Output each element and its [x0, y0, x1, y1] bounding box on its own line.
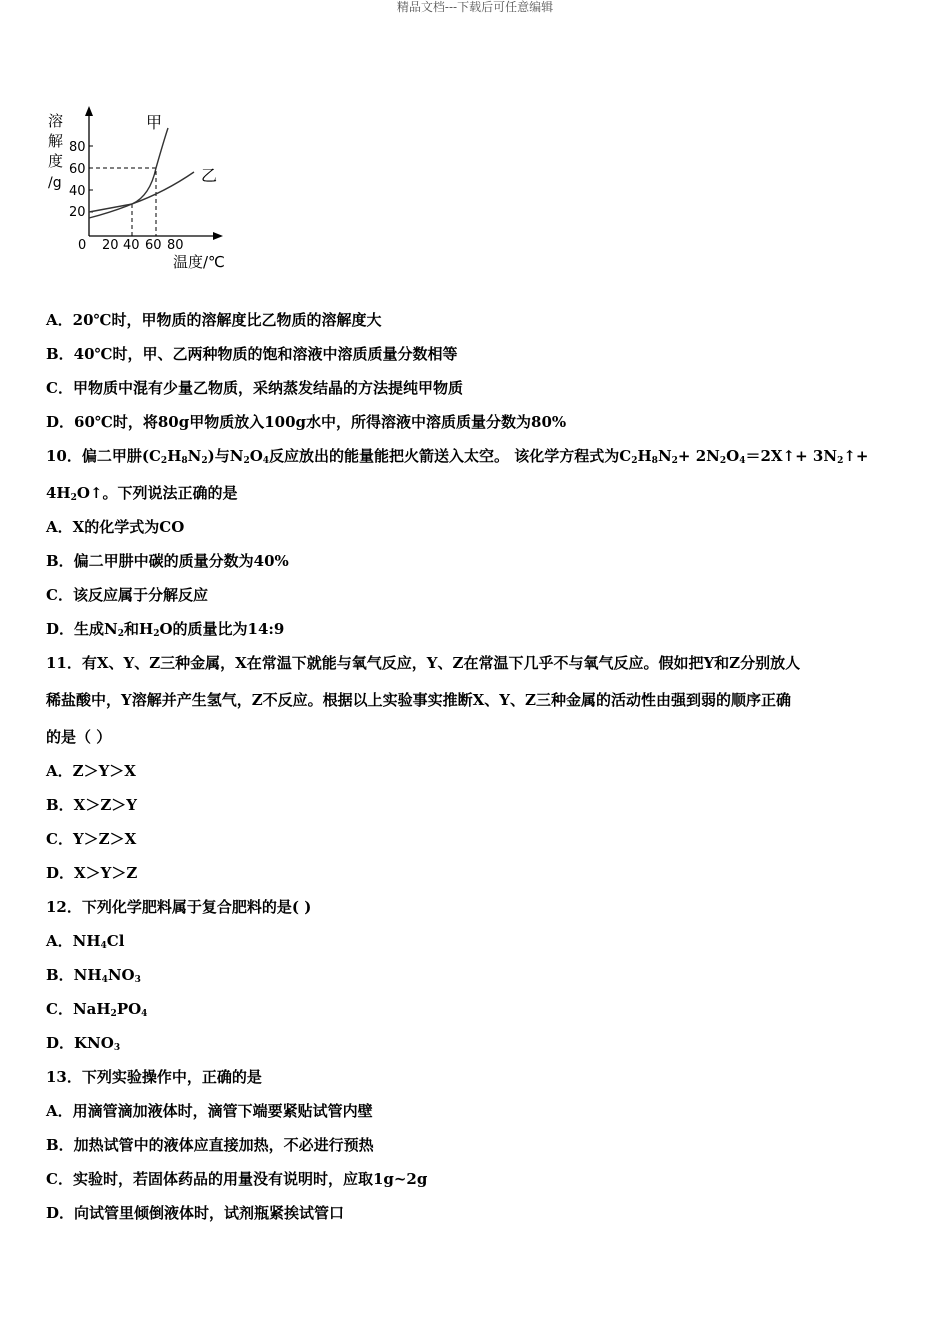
- q11-stem-line3: 的是（ ）: [46, 728, 112, 746]
- question-content: [46, 308, 916, 1235]
- y-tick-label: 60: [69, 162, 86, 177]
- q11-option-c: C．Y＞Z＞X: [46, 830, 137, 848]
- q11-option-d: D．X＞Y＞Z: [46, 864, 138, 882]
- y-label-char: 解: [48, 132, 64, 150]
- q9-option-d: D．60℃时，将80g甲物质放入100g水中，所得溶液中溶质质量分数为80%: [46, 413, 567, 431]
- q10-option-a: A．X的化学式为CO: [46, 518, 185, 536]
- x-tick-label: 40: [123, 238, 140, 253]
- q10-stem-line1: 10．偏二甲肼$(C_2H_8N_2)$与$N_2O_4$反应放出的能量能把火箭送入太空。 该化学方程式为$C_2H_8N_2+$ $2N_2O_4=2X↑+$ $3N_2↑+$: [46, 447, 869, 466]
- q13-option-c: C．实验时，若固体药品的用量没有说明时，应取1g~2g: [46, 1170, 428, 1188]
- q12-stem: 12．下列化学肥料属于复合肥料的是( ): [46, 898, 312, 916]
- q13-option-a: A．用滴管滴加液体时，滴管下端要紧贴试管内壁: [46, 1102, 373, 1120]
- y-axis-arrow: [85, 106, 93, 116]
- y-label-char: 度: [48, 152, 64, 170]
- q10-option-b: B．偏二甲肼中碳的质量分数为40%: [46, 552, 289, 570]
- x-axis-arrow: [213, 232, 223, 240]
- y-tick-label: 80: [69, 140, 86, 155]
- q12-option-d: D．$KNO_3$: [46, 1034, 121, 1053]
- q13-option-b: B．加热试管中的液体应直接加热，不必进行预热: [46, 1136, 374, 1154]
- series-label-yi: 乙: [201, 166, 218, 185]
- q13-stem: 13．下列实验操作中，正确的是: [46, 1068, 262, 1086]
- q9-option-a: A．20℃时，甲物质的溶解度比乙物质的溶解度大: [46, 311, 382, 329]
- q12-option-a: A．$NH_4Cl$: [46, 932, 125, 951]
- q11-stem-line2: 稀盐酸中，Y溶解并产生氢气，Z不反应。根据以上实验事实推断X、Y、Z三种金属的活动性由强到弱的顺序正确: [46, 691, 791, 709]
- solubility-chart: [40, 100, 240, 280]
- x-tick-label: 0: [78, 238, 87, 253]
- q12-option-b: B．$NH_4NO_3$: [46, 966, 141, 985]
- q9-option-b: B．40℃时，甲、乙两种物质的饱和溶液中溶质质量分数相等: [46, 345, 458, 363]
- q10-stem-line2: $4H_2O↑$。下列说法正确的是: [46, 484, 238, 503]
- q11-option-b: B．X＞Z＞Y: [46, 796, 137, 814]
- q10-option-d: D．生成$N_2$和$H_2O$的质量比为14:9: [46, 620, 285, 639]
- q11-stem-line1: 11．有X、Y、Z三种金属，X在常温下就能与氧气反应，Y、Z在常温下几乎不与氧气反应。假如把Y和Z分别放人: [46, 654, 801, 672]
- x-axis-label: 温度/℃: [173, 253, 225, 271]
- series-label-jia: 甲: [146, 113, 163, 132]
- q13-option-d: D．向试管里倾倒液体时，试剂瓶紧挨试管口: [46, 1204, 345, 1222]
- x-tick-label: 80: [167, 238, 184, 253]
- q10-option-c: C．该反应属于分解反应: [46, 586, 208, 604]
- y-label-char: /g: [48, 175, 62, 191]
- page-header: 精品文档---下载后可任意编辑: [396, 0, 554, 14]
- q9-option-c: C．甲物质中混有少量乙物质，采纳蒸发结晶的方法提纯甲物质: [46, 379, 463, 397]
- q11-option-a: A．Z＞Y＞X: [46, 762, 136, 780]
- x-tick-label: 60: [145, 238, 162, 253]
- y-tick-label: 20: [69, 205, 86, 220]
- guide-line-60: [89, 168, 156, 236]
- q12-option-c: C．$NaH_2PO_4$: [46, 1000, 148, 1019]
- series-yi-curve: [89, 172, 194, 212]
- x-tick-label: 20: [102, 238, 119, 253]
- y-label-char: 溶: [48, 112, 64, 130]
- y-tick-label: 40: [69, 184, 86, 199]
